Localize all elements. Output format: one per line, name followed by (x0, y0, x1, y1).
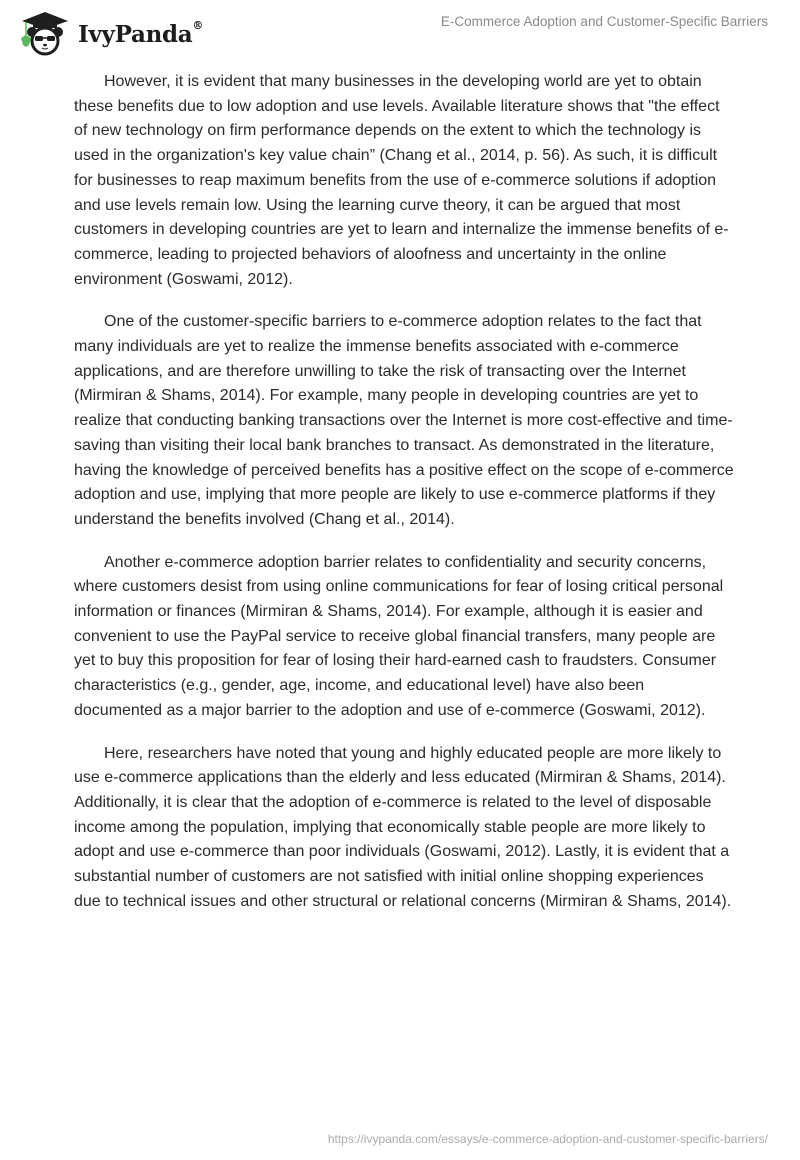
paragraph: Here, researchers have noted that young and highly educated people are more likely to use e-commerce applications than the elderly and less educated (Mirmiran & Shams, 2014). Additionally, it is clear that the adoption of e-commerce is related to the level of disposable income among the population, implying that economically stable people are more likely to adopt and use e-commerce than poor individuals (Goswami, 2012). Lastly, it is evident that a substantial number of customers are not satisfied with initial online shopping experiences due to technical issues and other structural or relational concerns (Mirmiran & Shams, 2014). (74, 744, 732, 910)
brand-name-text: IvyPanda (78, 20, 193, 48)
paragraph: One of the customer-specific barriers to e-commerce adoption relates to the fact that many individuals are yet to realize the immense benefits associated with e-commerce applications, and are therefore unwilling to take the risk of transacting over the Internet (Mirmiran & Shams, 2014). For example, many people in developing countries are yet to realize that conducting banking transactions over the Internet is more cost-effective and time-saving than visiting their local bank branches to transact. As demonstrated in the literature, having the knowledge of perceived benefits has a positive effect on the scope of e-commerce adoption and use, implying that more people are likely to use e-commerce platforms if they understand the benefits involved (Chang et al., 2014). (74, 313, 734, 528)
paragraph: Another e-commerce adoption barrier relates to confidentiality and security concerns, where customers desist from using online communications for fear of losing critical personal information or finances (Mirmiran & Shams, 2014). For example, although it is easier and convenient to use the PayPal service to receive global financial transfers, many people are yet to buy this proposition for fear of losing their hard-earned cash to fraudsters. Consumer characteristics (e.g., gender, age, income, and educational level) have also been documented as a major barrier to the adoption and use of e-commerce (Goswami, 2012). (74, 553, 724, 719)
brand-name (78, 18, 204, 48)
panda-graduate-icon (16, 8, 74, 56)
page-header (0, 0, 800, 60)
brand-logo[interactable] (16, 8, 203, 56)
source-url[interactable]: https://ivypanda.com/essays/e-commerce-adoption-and-customer-specific-barriers/ (327, 1132, 768, 1146)
essay-body (74, 70, 734, 933)
registered-mark: ® (192, 18, 204, 32)
document-title: E-Commerce Adoption and Customer-Specific Barriers (440, 14, 768, 29)
paragraph: However, it is evident that many businesses in the developing world are yet to obtain these benefits due to low adoption and use levels. Available literature shows that "the effect of new technology on firm performance depends on the extent to which the technology is used in the organization's key value chain” (Chang et al., 2014, p. 56). As such, it is difficult for businesses to reap maximum benefits from the use of e-commerce solutions if adoption and use levels remain low. Using the learning curve theory, it can be argued that most customers in developing countries are yet to learn and internalize the immense benefits of e-commerce, leading to projected behaviors of aloofness and uncertainty in the online environment (Goswami, 2012). (74, 73, 729, 288)
